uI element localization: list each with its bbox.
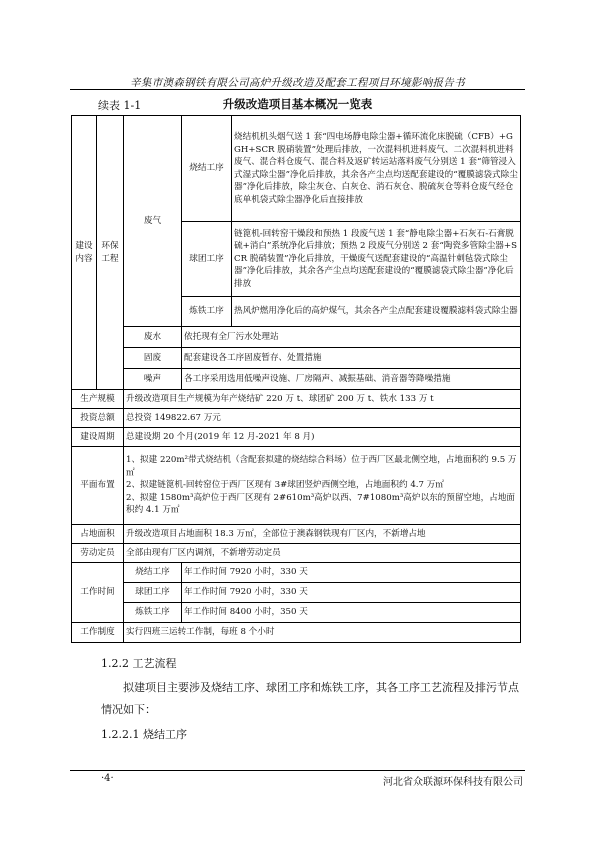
table-row bbox=[72, 525, 521, 544]
footer-company: 河北省众联源环保科技有限公司 bbox=[383, 777, 523, 788]
exhaust-gas-label: 废气 bbox=[124, 116, 182, 327]
work-system-text: 实行四班三运转工作制，每班 8 个小时 bbox=[124, 623, 521, 643]
land-area-label: 占地面积 bbox=[72, 525, 124, 544]
table-row bbox=[72, 544, 521, 563]
table-title: 升级改造项目基本概况一览表 bbox=[222, 97, 373, 111]
table-continued-label: 续表 1-1 bbox=[98, 99, 142, 112]
project-overview-table bbox=[71, 115, 521, 643]
labor-text: 全部由现有厂区内调剂，不新增劳动定员 bbox=[124, 544, 521, 563]
work-system-label: 工作制度 bbox=[72, 623, 124, 643]
layout-item-1: 1、拟建 220m²带式烧结机（含配套拟建的烧结综合料场）位于西厂区最北侧空地，占地面积约 9.5 万㎡ bbox=[126, 455, 517, 478]
table-row bbox=[72, 327, 521, 348]
sintering-measures: 烧结机机头烟气送 1 套“四电场静电除尘器+循环流化床脱硫（CFB）+GGH+SCR 脱硝装置”处理后排放，一次混料机进料废气、二次混料机进料废气、混合料仓废气、混合料及返矿转运站落料废气分别送 1 套“筛管浸入式湿式除尘器”净化后排放，其余各产尘点均送配套建设的“覆膜滤袋式除尘器”净化后排放，除尘灰仓、白灰仓、消石灰仓、脱硫灰仓等料仓废气经仓底单机袋式除尘器净化后直接排放 bbox=[232, 116, 521, 222]
solid-waste-label: 固废 bbox=[124, 348, 182, 369]
table-row bbox=[72, 563, 521, 583]
ironmaking-measures: 热风炉燃用净化后的高炉煤气，其余各产尘点配套建设覆膜滤料袋式除尘器 bbox=[232, 297, 521, 327]
layout-text bbox=[124, 447, 521, 525]
work-time-label: 工作时间 bbox=[72, 563, 124, 623]
work-time-sinter-text: 年工作时间 7920 小时，330 天 bbox=[182, 563, 521, 583]
header-rule bbox=[70, 89, 525, 90]
work-time-iron-label: 炼铁工序 bbox=[124, 603, 182, 623]
solid-waste-text: 配套建设各工序固废暂存、处置措施 bbox=[182, 348, 521, 369]
production-scale-text: 升级改造项目生产规模为年产烧结矿 220 万 t、球团矿 200 万 t、铁水 133 万 t bbox=[124, 390, 521, 409]
labor-label: 劳动定员 bbox=[72, 544, 124, 563]
body-paragraph bbox=[101, 677, 521, 721]
table-row bbox=[72, 583, 521, 603]
table-row bbox=[72, 369, 521, 390]
section-heading-process-flow: 1.2.2 工艺流程 bbox=[101, 657, 177, 670]
land-area-text: 升级改造项目占地面积 18.3 万㎡，全部位于澳森钢铁现有厂区内，不新增占地 bbox=[124, 525, 521, 544]
table-row bbox=[72, 603, 521, 623]
layout-item-2: 2、拟建链篦机-回转窑位于西厂区现有 3#球团竖炉西侧空地，占地面积约 4.7 万㎡ bbox=[126, 480, 444, 491]
work-time-pellet-label: 球团工序 bbox=[124, 583, 182, 603]
page-number: ·4· bbox=[101, 773, 114, 784]
ironmaking-process-label: 炼铁工序 bbox=[182, 297, 232, 327]
investment-text: 总投资 149822.67 万元 bbox=[124, 409, 521, 428]
table-row bbox=[72, 428, 521, 447]
layout-label: 平面布置 bbox=[72, 447, 124, 525]
sintering-process-label: 烧结工序 bbox=[182, 116, 232, 222]
investment-label: 投资总额 bbox=[72, 409, 124, 428]
table-row bbox=[72, 409, 521, 428]
table-row bbox=[72, 447, 521, 525]
table-row bbox=[72, 116, 521, 222]
construction-content-label: 建设内容 bbox=[72, 116, 97, 390]
wastewater-text: 依托现有全厂污水处理站 bbox=[182, 327, 521, 348]
paragraph-text: 拟建项目主要涉及烧结工序、球团工序和炼铁工序，其各工序工艺流程及排污节点情况如下： bbox=[101, 681, 519, 716]
layout-item-3: 2、拟建 1580m³高炉位于西厂区现有 2#610m³高炉以西、7#1080m³高炉以东的预留空地，占地面积约 4.1 万㎡ bbox=[126, 492, 516, 516]
footer-rule bbox=[70, 770, 525, 771]
pellet-process-label: 球团工序 bbox=[182, 222, 232, 297]
env-protection-label: 环保工程 bbox=[97, 116, 124, 390]
work-time-iron-text: 年工作时间 8400 小时，350 天 bbox=[182, 603, 521, 623]
table-row bbox=[72, 390, 521, 409]
noise-label: 噪声 bbox=[124, 369, 182, 390]
work-time-sinter-label: 烧结工序 bbox=[124, 563, 182, 583]
table-row bbox=[72, 348, 521, 369]
construction-period-label: 建设周期 bbox=[72, 428, 124, 447]
page-header-title: 辛集市澳森钢铁有限公司高炉升级改造及配套工程项目环境影响报告书 bbox=[130, 77, 465, 89]
section-heading-sintering: 1.2.2.1 烧结工序 bbox=[101, 728, 187, 741]
pellet-measures: 链篦机-回转窑干燥段和预热 1 段废气送 1 套“静电除尘器+石灰石-石膏脱硫+消白”系统净化后排放；预热 2 段废气分别送 2 套“陶瓷多管除尘器+SCR 脱硝装置”净化后排放，干燥废气送配套建设的“高温针刺毡袋式除尘器”净化后排放，其余各产尘点均送配套建设的“覆膜滤袋式除尘器”净化后排放 bbox=[232, 222, 521, 297]
wastewater-label: 废水 bbox=[124, 327, 182, 348]
work-time-pellet-text: 年工作时间 7920 小时，330 天 bbox=[182, 583, 521, 603]
production-scale-label: 生产规模 bbox=[72, 390, 124, 409]
construction-period-text: 总建设期 20 个月(2019 年 12 月-2021 年 8 月) bbox=[124, 428, 521, 447]
table-row bbox=[72, 623, 521, 643]
noise-text: 各工序采用选用低噪声设施、厂房隔声、减振基础、消音器等降噪措施 bbox=[182, 369, 521, 390]
